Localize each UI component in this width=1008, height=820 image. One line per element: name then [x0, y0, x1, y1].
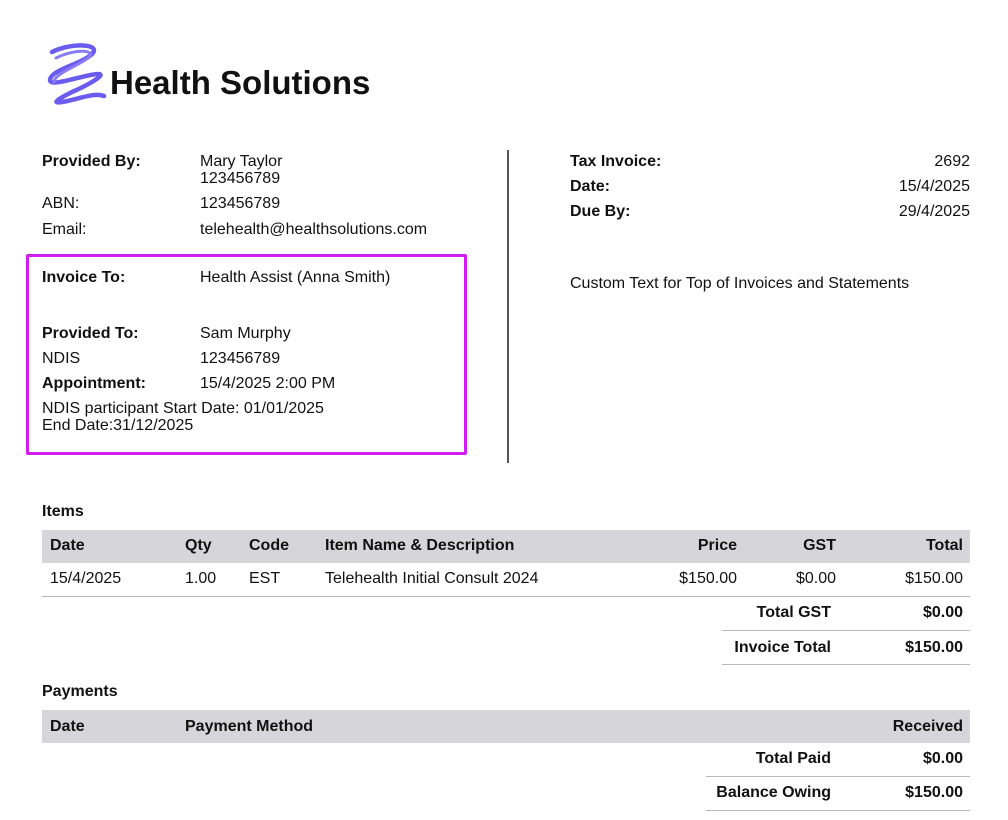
ndis-end-date: End Date:31/12/2025 [42, 417, 194, 434]
invoice-to-value: Health Assist (Anna Smith) [200, 269, 391, 286]
provided-to-label: Provided To: [42, 325, 139, 342]
scribble-logo-icon [42, 40, 112, 110]
provider-name: Mary Taylor [200, 153, 283, 170]
total-gst-label: Total GST [756, 604, 831, 621]
items-col-price: Price [697, 537, 737, 554]
date-value: 15/4/2025 [898, 178, 970, 195]
brand-name: Health Solutions [110, 64, 371, 101]
items-col-desc: Item Name & Description [325, 537, 515, 554]
date-label: Date: [570, 178, 611, 195]
table-row-price: $150.00 [679, 570, 737, 587]
total-paid-divider [706, 776, 970, 777]
due-by-value: 29/4/2025 [898, 203, 970, 220]
provided-to-value: Sam Murphy [200, 325, 291, 342]
payments-col-date: Date [50, 718, 85, 735]
items-heading: Items [42, 503, 84, 520]
table-row-date: 15/4/2025 [50, 570, 122, 587]
table-row-total: $150.00 [905, 570, 963, 587]
payments-col-method: Payment Method [185, 718, 314, 735]
ndis-label: NDIS [42, 350, 81, 367]
appointment-value: 15/4/2025 2:00 PM [200, 375, 336, 392]
tax-invoice-value: 2692 [934, 153, 970, 170]
balance-owing-label: Balance Owing [716, 784, 831, 801]
payments-heading: Payments [42, 683, 118, 700]
items-col-gst: GST [803, 537, 836, 554]
table-row-qty: 1.00 [185, 570, 217, 587]
table-row-desc: Telehealth Initial Consult 2024 [325, 570, 539, 587]
total-gst-value: $0.00 [922, 604, 963, 621]
balance-owing-value: $150.00 [905, 784, 963, 801]
total-paid-value: $0.00 [922, 750, 963, 767]
appointment-label: Appointment: [42, 375, 146, 392]
table-row-code: EST [249, 570, 281, 587]
payments-col-received: Received [892, 718, 963, 735]
payments-header-bar [42, 710, 970, 743]
balance-owing-divider [706, 810, 970, 811]
custom-text: Custom Text for Top of Invoices and Statements [570, 275, 910, 292]
total-gst-divider [722, 630, 970, 631]
abn-label: ABN: [42, 195, 80, 212]
table-row-gst: $0.00 [795, 570, 836, 587]
column-divider [507, 150, 509, 463]
items-col-code: Code [249, 537, 289, 554]
items-row-divider [42, 596, 970, 597]
items-col-date: Date [50, 537, 85, 554]
due-by-label: Due By: [570, 203, 631, 220]
items-col-total: Total [925, 537, 963, 554]
invoice-total-divider [722, 664, 970, 665]
tax-invoice-label: Tax Invoice: [570, 153, 662, 170]
ndis-start-date: NDIS participant Start Date: 01/01/2025 [42, 400, 324, 417]
provider-number: 123456789 [200, 170, 281, 187]
invoice-to-label: Invoice To: [42, 269, 126, 286]
email-label: Email: [42, 221, 87, 238]
provided-by-label: Provided By: [42, 153, 141, 170]
total-paid-label: Total Paid [755, 750, 831, 767]
invoice-total-value: $150.00 [905, 639, 963, 656]
invoice-total-label: Invoice Total [734, 639, 831, 656]
items-col-qty: Qty [185, 537, 212, 554]
ndis-value: 123456789 [200, 350, 281, 367]
abn-value: 123456789 [200, 195, 281, 212]
email-value[interactable]: telehealth@healthsolutions.com [200, 221, 428, 238]
